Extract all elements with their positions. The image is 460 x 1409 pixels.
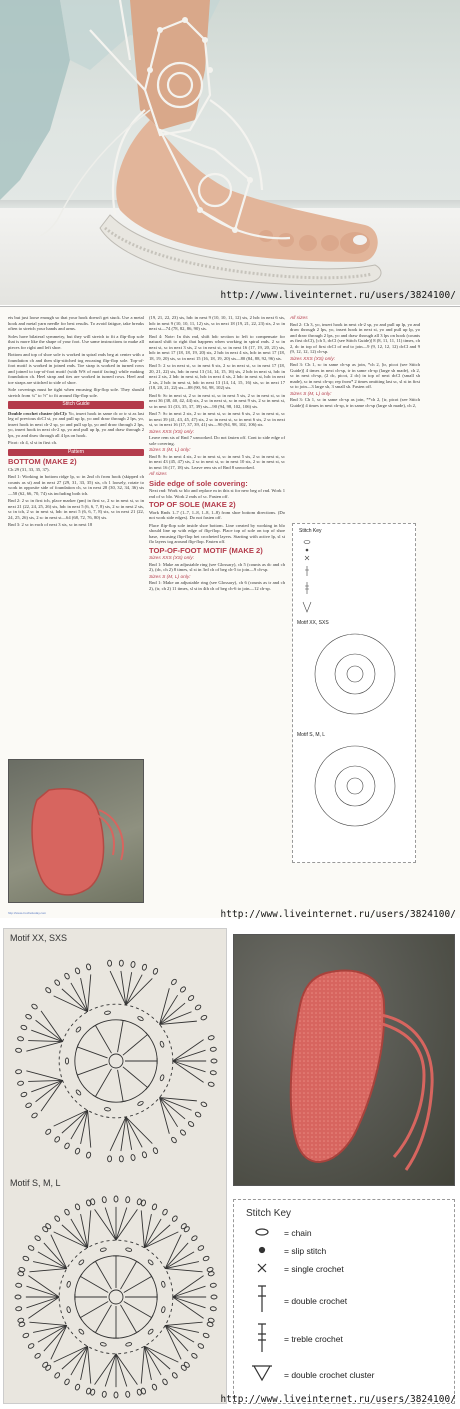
dcc-text: Yo, insert hook in same dc or tr st as last leg of previous dcCl st, yo and pull up lp, yo and draw through 2 lps, yo, insert hook in next ch-2 sp, yo and pull up lp, yo and draw through 2 lps, yo, insert hook in next ch-2 sp, yo and pull up lp, yo and draw through 2 lps, yo and draw through all 4 lps on hook. [8,410,144,438]
motif-sizes-label: Sizes XXS (XS) only: [149,556,195,561]
mini-key-title: Stitch Key [299,528,322,534]
next-rnd-text: Next rnd: Work sc blo and replace m in this st for new beg of rnd. Work 1 rnd of sc blo. Work 2 rnds of sc. Fasten off. [149,488,285,499]
intro-text: ets but just loose enough so that your hook doesn't get stuck. Use a metal hook and metal yarn needle for best results. To avoid fatigue, take breaks often to stretch your hands and arms. [8,315,144,331]
soles-text: Soles have bilateral symmetry, but they will stretch to fit a flip-flop sole that is more like the shape of your foot. Use same instructions to make all pieces for right and left shoe. [8,333,144,350]
sizes-xxs-label: Sizes XXS (XS) only: [149,429,195,435]
dot-icon [260,1248,265,1253]
top-text: Work Rnds 1–7 (1–7, 1–8, 1–8, 1–8) from shoe bottom directions. (Do not work side edges). Do not fasten off. [149,509,285,520]
bottom-note: Bottom and top of shoe sole is worked in spiral rnds beg at center with a foundation ch and then slip-stitched tog encasing flip-flop sole. Top-of-foot motif is worked in joined rnds. Toe strap is worked in turned rows and joined to top-of-foot motif (with WS of motif facing) while making foundation ch. Heel strap and ties are worked in turned rows. Heel and toe straps are stitched to side of shoe. [8,352,144,385]
mini-stitch-key [292,523,416,863]
all-sizes-label: All sizes [149,472,167,477]
motif-lines [15,1196,217,1398]
dcc-block [8,411,144,439]
c-sizes-xxs: Sizes XXS (XS) only: [290,356,336,362]
motif2-title: Motif S, M, L [10,1178,61,1188]
motif-diagrams [3,928,227,1404]
c-rnd3: Rnd 3: Ch 1, sc in same ch-sp as join, *ch 2, [tr, picot (see Stitch Guide)] 4 times in next ch-sp, tr in same ch-sp (large sh made), ch 2, sc in next ch-sp, (2 dc, picot, 2 dc) in top of next dcCl (small sh made), sc in next ch-sp; rep from* 2 times omitting last sc, sl st in first sc to join—3 large sh, 3 small sh. Fasten off. [290,362,420,389]
cluster-icon [252,1366,272,1380]
rnd8-text: Rnd 8: Sc in next 4 sts, 2 sc in next st, sc in next 5 sts, 2 sc in next st, sc in next 43 (45, 47) sts, 2 sc in next st, sc in next 10 sts, 2 sc in next st, sc in next 16 (17, 18) sts. Leave rem sts of Rnd 8 unworked. [149,453,285,470]
motif-rnd1b: Rnd 1: Make an adjustable ring (see Glossary), ch 6 (counts as tr and ch 2), (tr, ch 2) 11 times, sl st in 4th ch of beg ch-6 to join—12 ch-sp. [149,580,285,591]
bottom-ch: Ch 29 (31, 33, 35, 37). [8,466,50,472]
c-rnd2: Rnd 2: Ch 3, yo, insert hook in next ch-2 sp, yo and pull up lp, yo and draw through 2 lps, yo, insert hook in next st, yo and pull up lp, yo and draw through 2 lps, yo and draw through all 3 lps on hook (counts as first dcCl), [ch 5, dcCl (see Stitch Guide)] 8 (8, 11, 11, 11) times, ch 2, dc in top of first dcCl of rnd to join—9 (9, 12, 12, 12) dcCl and 9 (9, 12, 12, 12) ch-sp. [290,321,420,354]
c-sizes-sml: Sizes S (M, L) only: [290,391,332,397]
motif-sizes2-label: Sizes S (M, L) only: [149,574,191,580]
rnd5-text: Rnd 5: 2 sc in next st, sc in next 6 sts, 2 sc in next st, sc in next 17 (18, 20, 21, 22) sts, hdc in next 13 (14, 14, 15, 16) sts, 2 hdc in next st, hdc in next 2 sts, 2 hdc in next st, hdc in next 4 sts, 2 hdc in next st, hdc in next 2 sts, 2 hdc in next st, hdc in next 13 (14, 14, 15, 16) sts, sc in next 17 (18, 20, 21, 22) sts—88 (90, 94, 98, 102) sts. [149,363,285,390]
key-treble-crochet: = treble crochet [284,1334,343,1344]
column-a [8,315,144,530]
sole-illustration [234,935,455,1186]
motif2-chart [4,1179,228,1405]
side-heading: Side edge of sole covering: [149,478,248,488]
pattern-pill: Pattern [8,449,144,457]
watermark-url-2[interactable]: http://www.liveinternet.ru/users/3824100/ [220,909,456,920]
dcc-title: Double crochet cluster (dcCl): [8,410,68,416]
mini-motif1-title: Motif XX, SXS [297,620,329,626]
rnd1-text: Rnd 1: Working in bottom ridge lp, sc in 2nd ch from hook (skipped ch counts as st) and in next 27 (29, 31, 33, 35) sts, ch 1 loosely, rotate to work in opposite side of foundation ch, sc in next 28 (30, 32, 34, 36) sts—58 (62, 66, 70, 74) sts including both tch. [8,474,144,496]
rnd3-text: Rnd 3: 2 sc in each of next 3 sts, sc in next 18 [8,522,93,527]
mini-key-diagrams [293,524,417,864]
motif-heading: TOP-OF-FOOT MOTIF (MAKE 2) [149,545,263,555]
key-slip-stitch: = slip stitch [284,1246,327,1256]
sandal-photo [0,0,460,305]
stitch-key-title: Stitch Key [246,1208,292,1219]
rnd2-text: Rnd 2: 2 sc in first tch, place marker (pm) in first sc, 2 sc in next st, sc in next 21 (22, 24, 25, 26) sts, hdc in next 5 (6, 6, 7, 8) sts, 2 sc in next 2 sts, sc in tch, 2 sc in next st, hdc in next 5 (6, 6, 7, 8) sts, sc in next 21 (22, 24, 25, 26) sts, 2 sc in next st—64 (68, 72, 76, 80) sts. [8,498,144,520]
stitch-key [233,1199,455,1404]
rnd7-text: Rnd 7: Sc in next 2 sts, 2 sc in next st, sc in next 6 sts, 2 sc in next st, sc in next 39 (41, 43, 45, 47) sts, 2 sc in next st, sc in next 6 sts, 2 sc in next st, sc in next 16 (17, 37, 39, 41) sts—90 (94, 98, 102, 106) sts. [149,411,285,427]
key-cluster: = double crochet cluster [284,1370,375,1380]
mini-sole-photo [8,759,144,903]
stitch-guide-pill: Stitch Guide [8,401,144,409]
watermark-url[interactable]: http://www.liveinternet.ru/users/3824100/ [220,290,456,301]
xxs-note: Leave rem sts of Rnd 7 unworked. Do not fasten off. Cont to side edge of sole covering. [149,435,285,446]
cross-icon [258,1264,266,1272]
lower-section [0,920,460,1409]
double-crochet-icon [258,1286,266,1312]
key-single-crochet: = single crochet [284,1264,344,1274]
pattern-page [0,306,460,918]
picot-text: Picot: ch 4, sl st in first ch. [8,440,58,445]
motif-lines [15,960,217,1162]
tiny-url[interactable]: http://www.crochettoday.com [8,911,47,915]
bottom-heading: BOTTOM (MAKE 2) [8,457,77,466]
motif1-chart [4,939,228,1179]
c-all-sizes: All sizes [290,316,308,321]
key-chain: = chain [284,1228,312,1238]
key-double-crochet: = double crochet [284,1296,348,1306]
watermark-url-3[interactable]: http://www.liveinternet.ru/users/3824100/ [220,1394,456,1405]
sole-photo [233,934,455,1186]
column-b [149,315,285,593]
rnd6-text: Rnd 6: Sc in next st, 2 sc in next st, sc in next 5 sts, 2 sc in next st, sc in next 36 (38, 40, 42, 44) sts, 2 sc in next st, sc in next 9 sts, 2 sc in next st, sc in next 31 (33, 35, 37, 39) sts—90 (94, 98, 102, 106) sts. [149,392,285,409]
oval-icon [256,1229,268,1235]
top-heading: TOP OF SOLE (MAKE 2) [149,500,236,509]
column-c [290,315,420,410]
mini-sole-illustration [9,760,145,904]
rnd4-text: Rnd 4: Note: In this rnd, shift hdc section to left to compensate for natural shift to right that happens when working in spiral rnds. 2 sc in next st, sc in next 3 sts, 2 sc in next st, sc in next 16 (17, 19, 20, 21) sts, hdc in next 17 (18, 18, 19, 20) sts, 2 hdc in next 4 sts, hdc in next 17 (18, 18, 19, 20) sts, sc in next 15 (16, 18, 19, 20) sts—80 (84, 88, 92, 96) sts. [149,333,285,361]
sizes-sml-label: Sizes S (M, L) only: [149,448,191,453]
rnd3-cont: (19, 21, 22, 23) sts, hdc in next 9 (10, 10, 11, 12) sts, 2 hdc in next 6 sts, hdc in next 9 (10, 10, 11, 12) sts, sc in next 18 (19, 21, 22, 23) sts, 2 sc in next st—74 (78, 82, 86, 90) sts. [149,315,285,331]
place-text: Place flip-flop sole inside shoe bottom. Line created by working in blo should line up with edge of flip-flop. Place top of sole on top of shoe base, encasing flip-flop bet crocheted layers. Starting with active lp, sl st flo layers tog around flip-flop. Fasten off. [149,522,285,544]
sandal-illustration [0,0,460,305]
motif1-title: Motif XX, SXS [10,933,68,943]
c-rnd3b: Rnd 3: Ch 1, sc in same ch-sp as join, **ch 2, [tr, picot (see Stitch Guide)] 4 times in next ch-sp, tr in same ch-sp (large sh made), ch 2, [290,397,420,408]
mini-motif2-title: Motif S, M, L [297,732,326,738]
motif-rnd1: Rnd 1: Make an adjustable ring (see Glossary), ch 5 (counts as dc and ch 2), (dc, ch 2) 8 times, sl st in 3rd ch of beg ch-5 to join—9 ch-sp. [149,561,285,572]
treble-crochet-icon [258,1324,266,1352]
coverings-text: Sole coverings must be tight when encasing flip-flop sole. They should stretch from ¼" to ½" to fit around flip-flop sole. [8,387,144,398]
